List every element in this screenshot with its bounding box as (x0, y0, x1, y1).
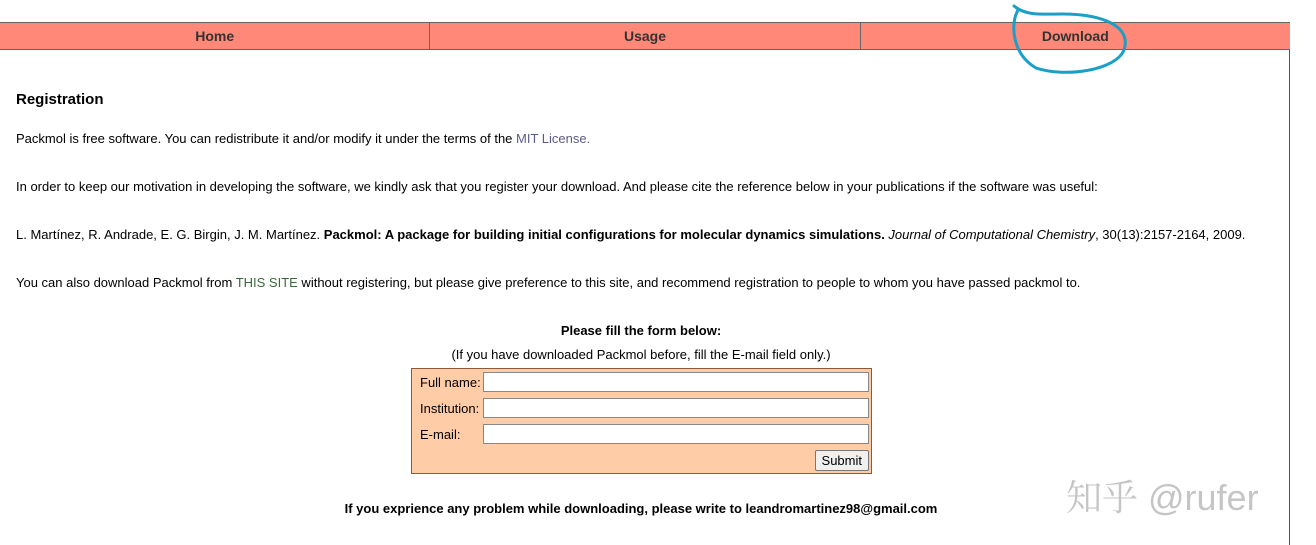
email-input[interactable] (483, 424, 869, 444)
watermark: 知乎 @rufer (1066, 477, 1259, 518)
registration-form (411, 368, 872, 474)
mit-license-link[interactable]: MIT License. (516, 131, 591, 146)
full-name-label: Full name: (420, 374, 481, 390)
license-text: Packmol is free software. You can redistribute it and/or modify it under the terms of the (16, 131, 517, 146)
citation-authors: L. Martínez, R. Andrade, E. G. Birgin, J. M. Martínez. (16, 227, 324, 242)
main-content (16, 88, 1281, 290)
email-label: E-mail: (420, 426, 461, 442)
support-contact-note: If you exprience any problem while downloading, please write to leandromartinez98@gmail.com (344, 501, 938, 516)
form-title: Please fill the form below: (560, 323, 722, 338)
citation-journal: Journal of Computational Chemistry (884, 227, 1096, 242)
citation-details: , 30(13):2157-2164, 2009. (1095, 227, 1246, 242)
institution-row (420, 397, 484, 419)
alternate-download-paragraph (16, 275, 1080, 291)
full-name-input[interactable] (483, 372, 869, 392)
citation-title: Packmol: A package for building initial configurations for molecular dynamics simulations. (323, 227, 885, 242)
nav-item-usage[interactable]: Usage (430, 23, 860, 49)
full-name-row (420, 371, 484, 393)
citation-paragraph (16, 227, 1245, 243)
page-title: Registration (16, 91, 104, 108)
nav-item-home[interactable]: Home (0, 23, 430, 49)
email-row (420, 423, 484, 445)
alternate-download-before: You can also download Packmol from (16, 275, 236, 290)
nav-item-download[interactable]: Download (1041, 28, 1109, 44)
license-paragraph (16, 131, 590, 147)
register-request-paragraph: In order to keep our motivation in developing the software, we kindly ask that you register your download. And please cite the reference below in your publications if the software was useful: (16, 179, 1098, 194)
institution-label: Institution: (420, 400, 480, 416)
form-subtitle: (If you have downloaded Packmol before, fill the E-mail field only.) (451, 347, 831, 362)
submit-button[interactable]: Submit (815, 450, 869, 471)
this-site-link[interactable]: THIS SITE (235, 275, 298, 290)
institution-input[interactable] (483, 398, 869, 418)
top-navigation (0, 22, 1290, 50)
page-right-border (1289, 22, 1290, 545)
alternate-download-after: without registering, but please give preference to this site, and recommend registration to people to whom you have passed packmol to. (297, 275, 1081, 290)
